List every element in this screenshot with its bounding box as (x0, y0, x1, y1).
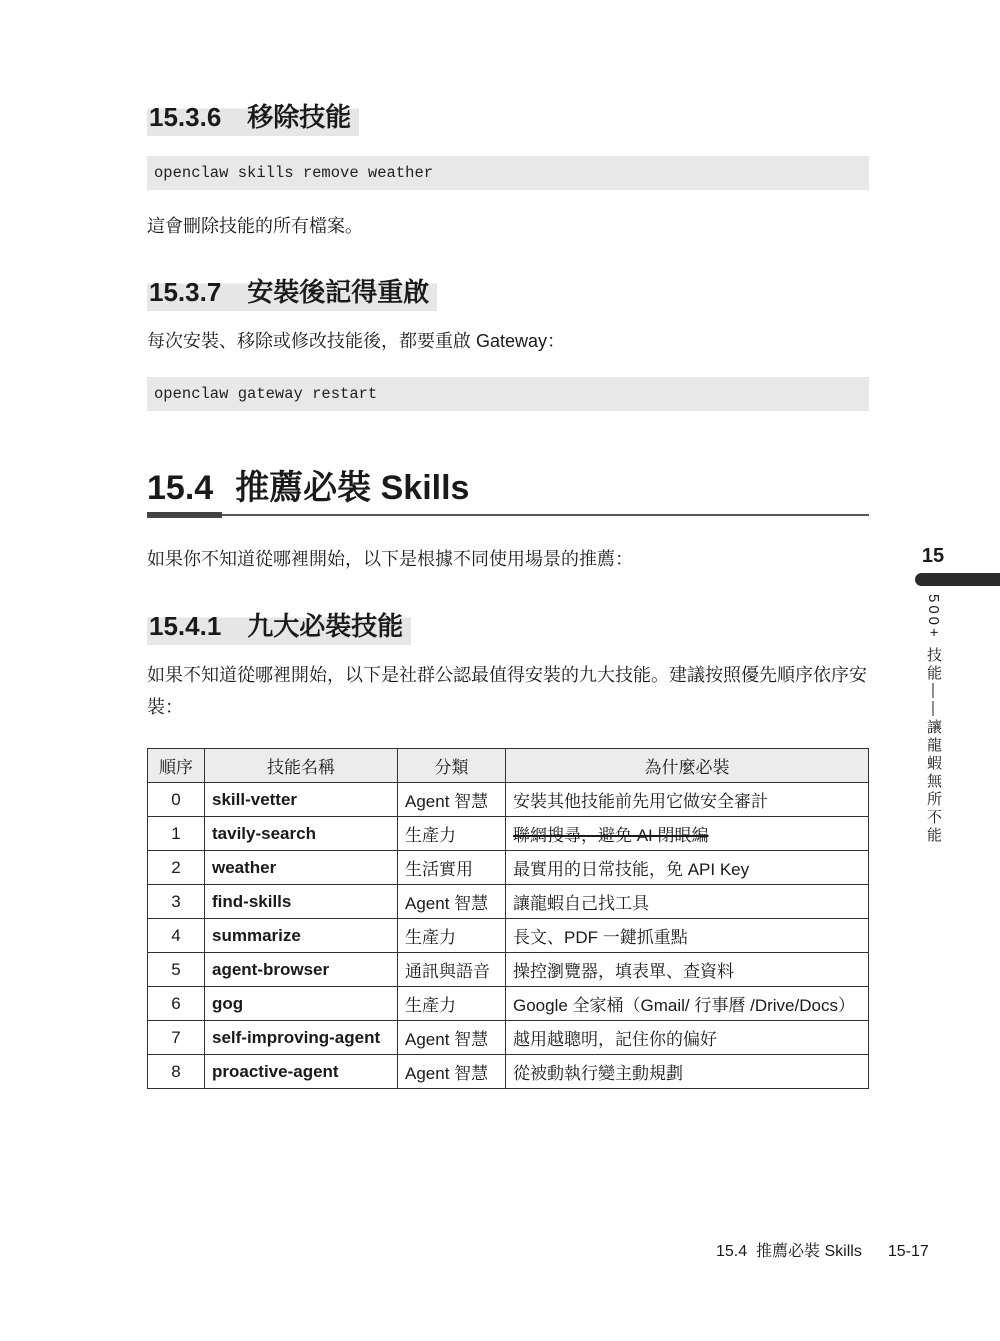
section-number: 15.3.7 (149, 277, 222, 307)
cell-skill-name: summarize (205, 919, 398, 953)
table-row (148, 919, 869, 953)
table-row (148, 817, 869, 851)
cell-order: 0 (148, 783, 205, 817)
paragraph-nine-skills: 如果不知道從哪裡開始，以下是社群公認最值得安裝的九大技能。建議按照優先順序依序安裝： (147, 665, 867, 717)
paragraph-restart: 每次安裝、移除或修改技能後，都要重啟 Gateway： (147, 331, 566, 351)
cell-reason-text: 聯網搜尋，避免 AI 閉眼編 (513, 826, 709, 845)
cell-reason: Google 全家桶（Gmail/ 行事曆 /Drive/Docs） (506, 987, 869, 1021)
cell-reason: 讓龍蝦自己找工具 (506, 885, 869, 919)
cell-order: 4 (148, 919, 205, 953)
cell-category: 生活實用 (398, 851, 506, 885)
cell-reason: 越用越聰明，記住你的偏好 (506, 1021, 869, 1055)
cell-skill-name: gog (205, 987, 398, 1021)
table-row (148, 953, 869, 987)
cell-reason: 長文、PDF 一鍵抓重點 (506, 919, 869, 953)
cell-skill-name: tavily-search (205, 817, 398, 851)
table-row (148, 783, 869, 817)
cell-category: Agent 智慧 (398, 1021, 506, 1055)
cell-reason: 從被動執行變主動規劃 (506, 1055, 869, 1089)
cell-order: 6 (148, 987, 205, 1021)
chapter-tab-number: 15 (921, 545, 945, 567)
cell-order: 8 (148, 1055, 205, 1089)
skills-table (147, 748, 869, 1089)
page-footer (716, 1238, 929, 1261)
heading-rule (147, 514, 869, 516)
cell-reason (506, 817, 869, 851)
cell-order: 3 (148, 885, 205, 919)
cell-category: 生產力 (398, 987, 506, 1021)
column-header-reason: 為什麼必裝 (506, 749, 869, 783)
cell-skill-name: find-skills (205, 885, 398, 919)
section-heading-15-3-7 (147, 273, 437, 311)
chapter-heading-text (147, 466, 469, 510)
heading-rule-accent (147, 512, 222, 518)
paragraph-intro: 如果你不知道從哪裡開始，以下是根據不同使用場景的推薦： (147, 549, 633, 569)
column-header-skill-name: 技能名稱 (205, 749, 398, 783)
paragraph-remove: 這會刪除技能的所有檔案。 (147, 216, 363, 236)
cell-category: Agent 智慧 (398, 885, 506, 919)
table-row (148, 1055, 869, 1089)
cell-category: Agent 智慧 (398, 783, 506, 817)
cell-category: 生產力 (398, 817, 506, 851)
cell-reason: 操控瀏覽器，填表單、查資料 (506, 953, 869, 987)
cell-order: 1 (148, 817, 205, 851)
column-header-category: 分類 (398, 749, 506, 783)
cell-reason: 安裝其他技能前先用它做安全審計 (506, 783, 869, 817)
section-number: 15.4.1 (149, 611, 222, 641)
table-row (148, 851, 869, 885)
cell-category: Agent 智慧 (398, 1055, 506, 1089)
table-row (148, 885, 869, 919)
chapter-tab-title: 500+ 技能——讓龍蝦無所不能 (925, 594, 942, 845)
section-title: 移除技能 (247, 102, 352, 132)
cell-order: 7 (148, 1021, 205, 1055)
cell-category: 通訊與語音 (398, 953, 506, 987)
table-row (148, 987, 869, 1021)
column-header-order: 順序 (148, 749, 205, 783)
cell-reason: 最實用的日常技能，免 API Key (506, 851, 869, 885)
cell-skill-name: self-improving-agent (205, 1021, 398, 1055)
table-row (148, 1021, 869, 1055)
cell-skill-name: proactive-agent (205, 1055, 398, 1089)
cell-order: 5 (148, 953, 205, 987)
footer-section: 15.4 推薦必裝 Skills (716, 1243, 862, 1260)
cell-skill-name: agent-browser (205, 953, 398, 987)
section-heading-15-3-6 (147, 98, 359, 136)
cell-skill-name: weather (205, 851, 398, 885)
chapter-heading-15-4 (147, 466, 869, 518)
section-heading-15-4-1 (147, 607, 411, 645)
table-header-row (148, 749, 869, 783)
cell-skill-name: skill-vetter (205, 783, 398, 817)
chapter-tab-bar (915, 573, 1000, 586)
section-number: 15.3.6 (149, 102, 222, 132)
section-title: 九大必裝技能 (247, 611, 404, 641)
code-block-restart: openclaw gateway restart (147, 377, 869, 411)
section-title: 安裝後記得重啟 (247, 277, 430, 307)
code-block-remove: openclaw skills remove weather (147, 156, 869, 190)
section-title: 推薦必裝 Skills (235, 469, 470, 507)
section-number: 15.4 (147, 469, 214, 507)
cell-order: 2 (148, 851, 205, 885)
cell-category: 生產力 (398, 919, 506, 953)
page-number: 15-17 (887, 1243, 929, 1260)
